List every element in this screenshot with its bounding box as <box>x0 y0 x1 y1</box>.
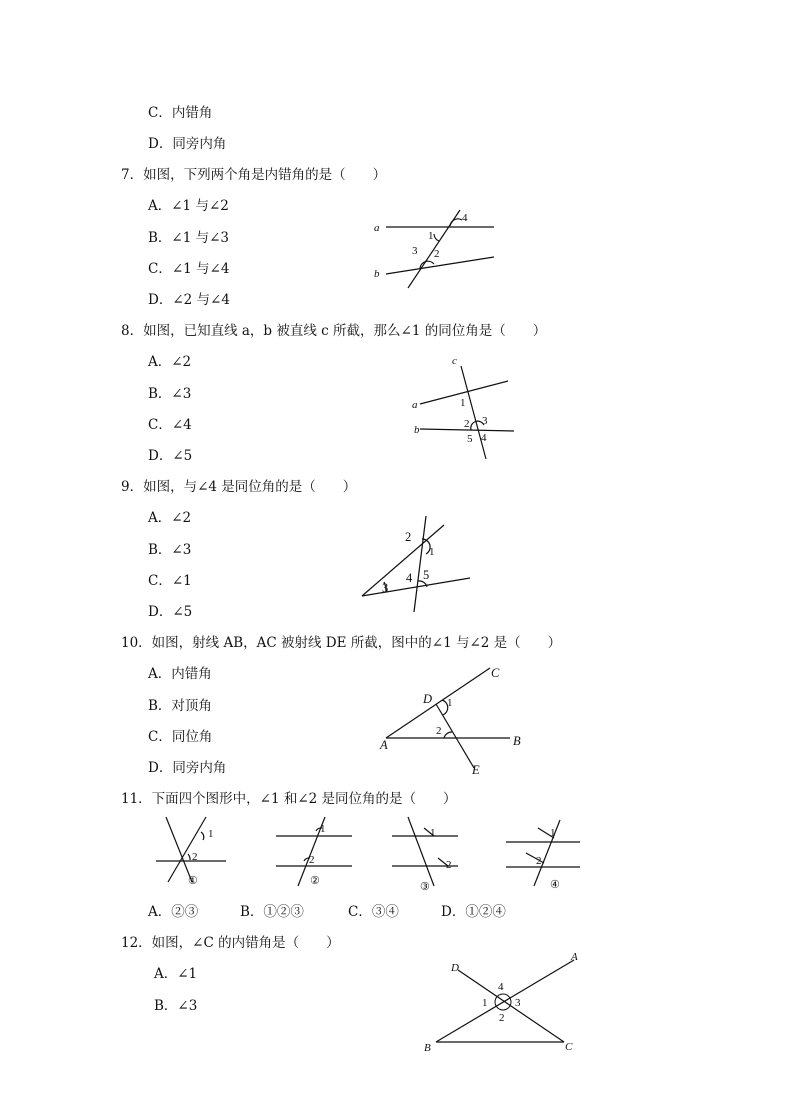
q12-stem: 12．如图，∠C 的内错角是（ ） <box>121 935 340 951</box>
q7-angle-3: 3 <box>412 245 418 257</box>
q11-fig1-angle-2: 2 <box>192 851 198 863</box>
q12-option-a: A．∠1 <box>154 966 198 982</box>
q7-angle-2: 2 <box>434 248 440 260</box>
q12-angle-3: 3 <box>515 997 521 1009</box>
q10-label-E: E <box>472 763 480 777</box>
q12-label-A: A <box>571 951 578 963</box>
q10-label-B: B <box>513 734 521 748</box>
q11-fig3-label: ③ <box>420 881 430 893</box>
q10-option-d: D．同旁内角 <box>148 760 227 776</box>
q9-option-a: A．∠2 <box>148 510 192 526</box>
q11-fig2-angle-1: 1 <box>320 823 326 835</box>
q9-angle-3: 3 <box>382 581 389 595</box>
q7-option-b: B．∠1 与∠3 <box>148 230 230 246</box>
q11-option-d: D．①②④ <box>441 904 506 920</box>
q10-option-b: B．对顶角 <box>148 698 212 714</box>
q12-label-D: D <box>451 962 459 974</box>
q10-label-C: C <box>491 666 500 680</box>
q8-angle-4: 4 <box>481 432 487 444</box>
q7-figure <box>368 200 508 295</box>
q11-figures <box>152 812 587 894</box>
q11-fig1-label: ① <box>188 875 198 887</box>
q8-option-d: D．∠5 <box>148 448 193 464</box>
q8-option-b: B．∠3 <box>148 386 192 402</box>
q12-label-C: C <box>565 1041 573 1053</box>
q11-option-a: A．②③ <box>148 904 199 920</box>
q11-fig2-label: ② <box>310 875 320 887</box>
q7-label-a: a <box>374 222 380 234</box>
q11-fig4-label: ④ <box>550 879 560 891</box>
q9-angle-1: 1 <box>429 546 435 558</box>
q10-angle-1: 1 <box>447 697 453 709</box>
q7-angle-1: 1 <box>428 230 434 242</box>
q8-angle-1: 1 <box>460 397 466 409</box>
q8-angle-2: 2 <box>464 418 470 430</box>
q11-fig4-angle-2: 2 <box>536 855 542 867</box>
q7-angle-4: 4 <box>462 212 468 224</box>
q7-option-a: A．∠1 与∠2 <box>148 198 229 214</box>
q6-option-d: D．同旁内角 <box>148 136 227 152</box>
q8-label-a: a <box>412 399 418 411</box>
q12-label-B: B <box>424 1042 431 1054</box>
q7-option-c: C．∠1 与∠4 <box>148 261 230 277</box>
q9-option-c: C．∠1 <box>148 573 192 589</box>
q12-option-b: B．∠3 <box>154 998 198 1014</box>
q8-angle-3: 3 <box>482 415 488 427</box>
q9-angle-2: 2 <box>405 530 412 544</box>
q12-angle-1: 1 <box>482 997 488 1009</box>
q8-option-a: A．∠2 <box>148 354 192 370</box>
q12-figure <box>416 950 586 1060</box>
q8-figure <box>408 352 520 464</box>
q11-fig1-angle-1: 1 <box>208 828 214 840</box>
q9-figure <box>356 512 476 612</box>
q10-option-a: A．内错角 <box>148 666 212 682</box>
q10-angle-2: 2 <box>436 725 442 737</box>
q9-option-d: D．∠5 <box>148 604 193 620</box>
q10-option-c: C．同位角 <box>148 729 213 745</box>
q9-angle-5: 5 <box>423 568 430 582</box>
q11-fig2-angle-2: 2 <box>309 854 315 866</box>
q8-option-c: C．∠4 <box>148 417 192 433</box>
q12-angle-2: 2 <box>499 1012 505 1024</box>
q11-fig3-angle-2: 2 <box>446 859 452 871</box>
q8-label-b: b <box>414 424 420 436</box>
q8-label-c: c <box>452 355 457 367</box>
q10-figure <box>374 660 534 780</box>
q9-stem: 9．如图，与∠4 是同位角的是（ ） <box>121 479 357 495</box>
q11-option-c: C．③④ <box>348 904 399 920</box>
q11-stem: 11．下面四个图形中，∠1 和∠2 是同位角的是（ ） <box>121 791 457 807</box>
q11-fig4-angle-1: 1 <box>550 827 556 839</box>
q8-stem: 8．如图，已知直线 a，b 被直线 c 所截，那么∠1 的同位角是（ ） <box>121 323 547 339</box>
q11-option-b: B．①②③ <box>240 904 304 920</box>
q6-option-c: C．内错角 <box>148 105 213 121</box>
q9-angle-4: 4 <box>406 571 413 585</box>
q10-stem: 10．如图，射线 AB，AC 被射线 DE 所截，图中的∠1 与∠2 是（ ） <box>121 635 562 651</box>
q8-angle-5: 5 <box>467 433 473 445</box>
q10-label-A: A <box>380 738 388 752</box>
q7-label-b: b <box>374 268 380 280</box>
q12-angle-4: 4 <box>498 981 504 993</box>
q11-fig3-angle-1: 1 <box>430 827 436 839</box>
q9-option-b: B．∠3 <box>148 542 192 558</box>
q7-stem: 7．如图，下列两个角是内错角的是（ ） <box>121 167 387 183</box>
q10-label-D: D <box>423 692 433 706</box>
q7-option-d: D．∠2 与∠4 <box>148 292 230 308</box>
